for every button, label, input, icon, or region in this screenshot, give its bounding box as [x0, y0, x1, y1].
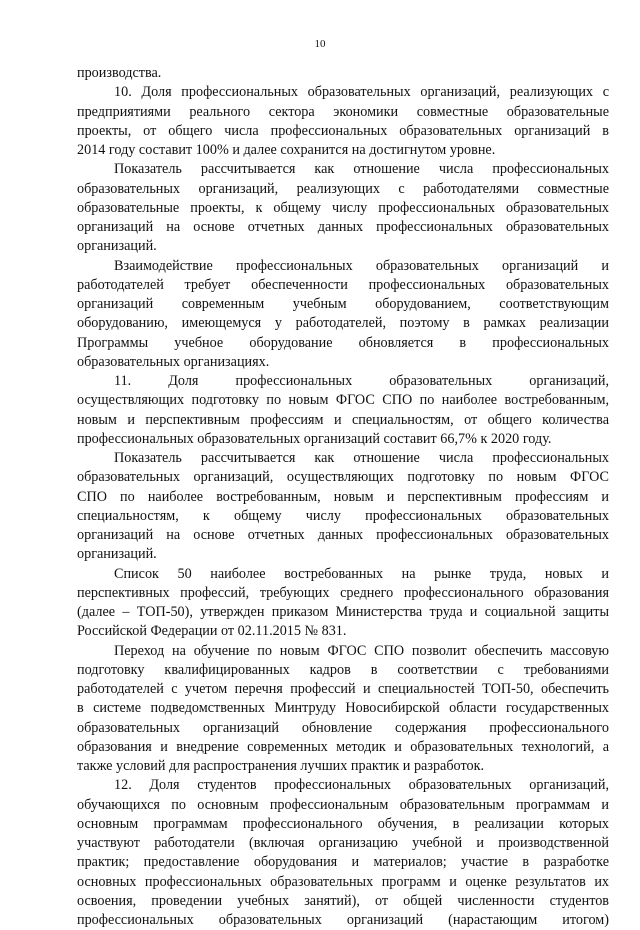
text-line: 12. Доля студентов профессиональных образовательных организаций, [114, 777, 609, 794]
text-line: организаций современным учебным оборудованием, соответствующим [77, 296, 609, 312]
text-line: 11. Доля профессиональных образовательных организаций, [114, 373, 609, 389]
text-line: Российской Федерации от 02.11.2015 № 831. [77, 623, 347, 640]
text-line: новым и перспективным профессиям и специальностям, от общего количества [77, 411, 609, 428]
text-line: освоения, проведении учебных занятий), от общей численности студентов [77, 892, 609, 909]
text-line: Взаимодействие профессиональных образовательных организаций и [114, 257, 609, 274]
text-line: образовательных организаций, реализующих с работодателями совместные [77, 180, 609, 197]
text-line: оборудованию, имеющемуся у работодателей, поэтому в рамках реализации [77, 315, 609, 332]
text-line: основных профессиональных образовательных программ и оценке результатов их [77, 873, 609, 890]
text-line: предприятиями реального сектора экономики совместные образовательные [77, 103, 609, 120]
text-line: проекты, от общего числа профессиональных образовательных организаций в [77, 122, 609, 139]
text-line: подготовку квалифицированных кадров в соответствии с требованиями [77, 661, 609, 678]
text-line: образовательных организациях. [77, 353, 270, 370]
text-line: практик; предоставление оборудования и материалов; участие в разработке [77, 854, 609, 871]
text-line: организаций. [77, 546, 157, 563]
text-line: Переход на обучение по новым ФГОС СПО позволит обеспечить массовую [114, 642, 609, 659]
text-line: образования и внедрение современных методик и образовательных технологий, а [77, 738, 609, 755]
text-line: организаций на основе отчетных данных профессиональных образовательных [77, 219, 609, 235]
text-line: работодателей с учетом перечня профессий и специальностей ТОП-50, обеспечить [77, 681, 609, 697]
text-line: в системе подведомственных Минтруду Новосибирской области государственных [77, 700, 609, 717]
text-line: организаций. [77, 238, 157, 255]
text-line: профессиональных образовательных организаций составит 66,7% к 2020 году. [77, 430, 552, 447]
page-number: 10 [314, 38, 326, 50]
text-line: производства. [77, 65, 162, 81]
text-line: 10. Доля профессиональных образовательных организаций, реализующих с [114, 84, 609, 101]
text-line: специальностям, к общему числу профессиональных образовательных [77, 507, 609, 524]
text-line: Программы учебное оборудование обновляется в профессиональных [77, 334, 609, 351]
text-line: также условий для распространения лучших практик и разработок. [77, 758, 485, 774]
text-line: Список 50 наиболее востребованных на рынке труда, новых и [114, 565, 609, 582]
text-line: СПО по наиболее востребованным, новым и перспективным профессиям и [77, 488, 609, 505]
text-line: перспективных профессий, требующих среднего профессионального образования [77, 584, 609, 601]
text-line: участвуют работодатели (включая организацию учебной и производственной [77, 835, 609, 851]
text-line: осуществляющих подготовку по новым ФГОС СПО по наиболее востребованным, [77, 392, 609, 409]
text-line: обучающихся по основным профессиональным образовательным программам и [77, 796, 609, 813]
text-line: 2014 году составит 100% и далее сохранится на достигнутом уровне. [77, 142, 496, 158]
text-line: образовательные проекты, к общему числу профессиональных образовательных [77, 199, 609, 216]
body-text [77, 64, 609, 930]
text-line: образовательных организаций, осуществляющих подготовку по новым ФГОС [77, 469, 609, 486]
text-line: Показатель рассчитывается как отношение числа профессиональных [114, 161, 609, 178]
text-line: основным программам профессионального обучения, в реализации которых [77, 815, 609, 832]
text-line: Показатель рассчитывается как отношение числа профессиональных [114, 450, 609, 466]
text-line: работодателей требует обеспеченности профессиональных образовательных [77, 276, 609, 293]
text-line: (далее – ТОП-50), утвержден приказом Министерства труда и социальной защиты [77, 604, 609, 620]
text-line: профессиональных образовательных организаций (нарастающим итогом) [77, 912, 609, 928]
text-line: организаций на основе отчетных данных профессиональных образовательных [77, 527, 609, 543]
text-line: образовательных организаций обновление содержания профессионального [77, 719, 609, 736]
